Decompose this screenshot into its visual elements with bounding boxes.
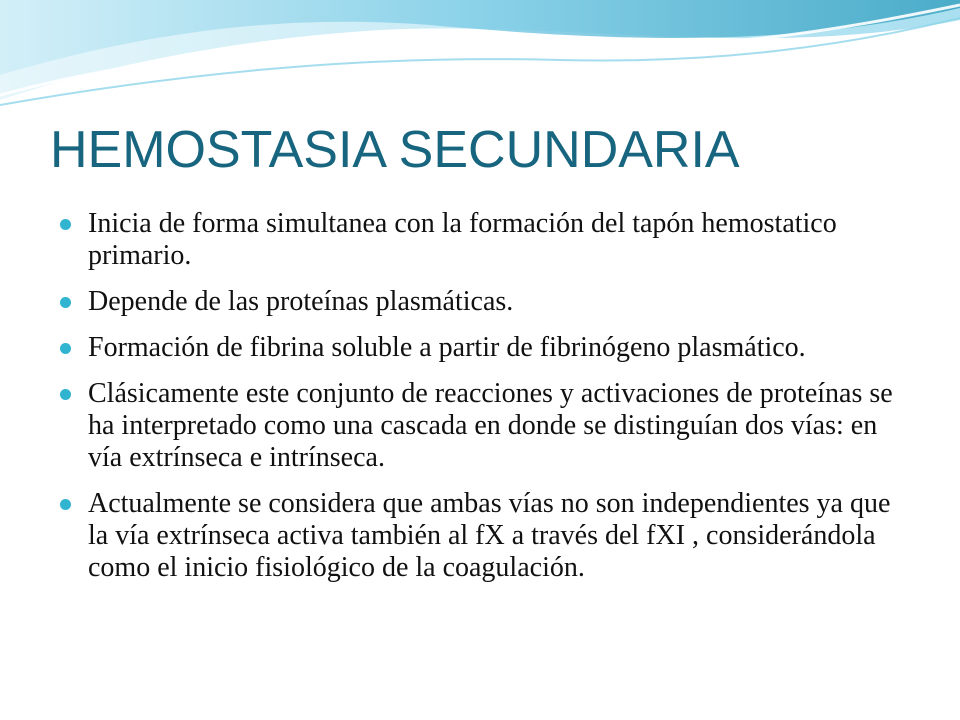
slide-title: HEMOSTASIA SECUNDARIA: [50, 121, 740, 179]
bullet-item: [50, 378, 910, 474]
bullet-item: [50, 332, 910, 364]
bullet-list: [50, 208, 910, 598]
bullet-dot-icon: [60, 219, 71, 230]
bullet-dot-icon: [60, 297, 71, 308]
bullet-item: [50, 286, 910, 318]
bullet-text: Actualmente se considera que ambas vías no son independientes ya que la vía extrínseca activa también al fX a través del fXI , considerándola como el inicio fisiológico de la coagulación.: [88, 488, 891, 583]
bullet-item: [50, 208, 910, 272]
bullet-text: Depende de las proteínas plasmáticas.: [88, 286, 514, 317]
bullet-text: Formación de fibrina soluble a partir de fibrinógeno plasmático.: [88, 332, 806, 363]
bullet-dot-icon: [60, 343, 71, 354]
bullet-item: [50, 488, 910, 584]
bullet-dot-icon: [60, 389, 71, 400]
bullet-text: Inicia de forma simultanea con la formación del tapón hemostatico primario.: [88, 208, 837, 271]
bullet-dot-icon: [60, 499, 71, 510]
bullet-text: Clásicamente este conjunto de reacciones y activaciones de proteínas se ha interpretado como una cascada en donde se distinguían dos vías: en vía extrínseca e intrínseca.: [88, 378, 893, 473]
decorative-wave-banner: [0, 0, 960, 120]
